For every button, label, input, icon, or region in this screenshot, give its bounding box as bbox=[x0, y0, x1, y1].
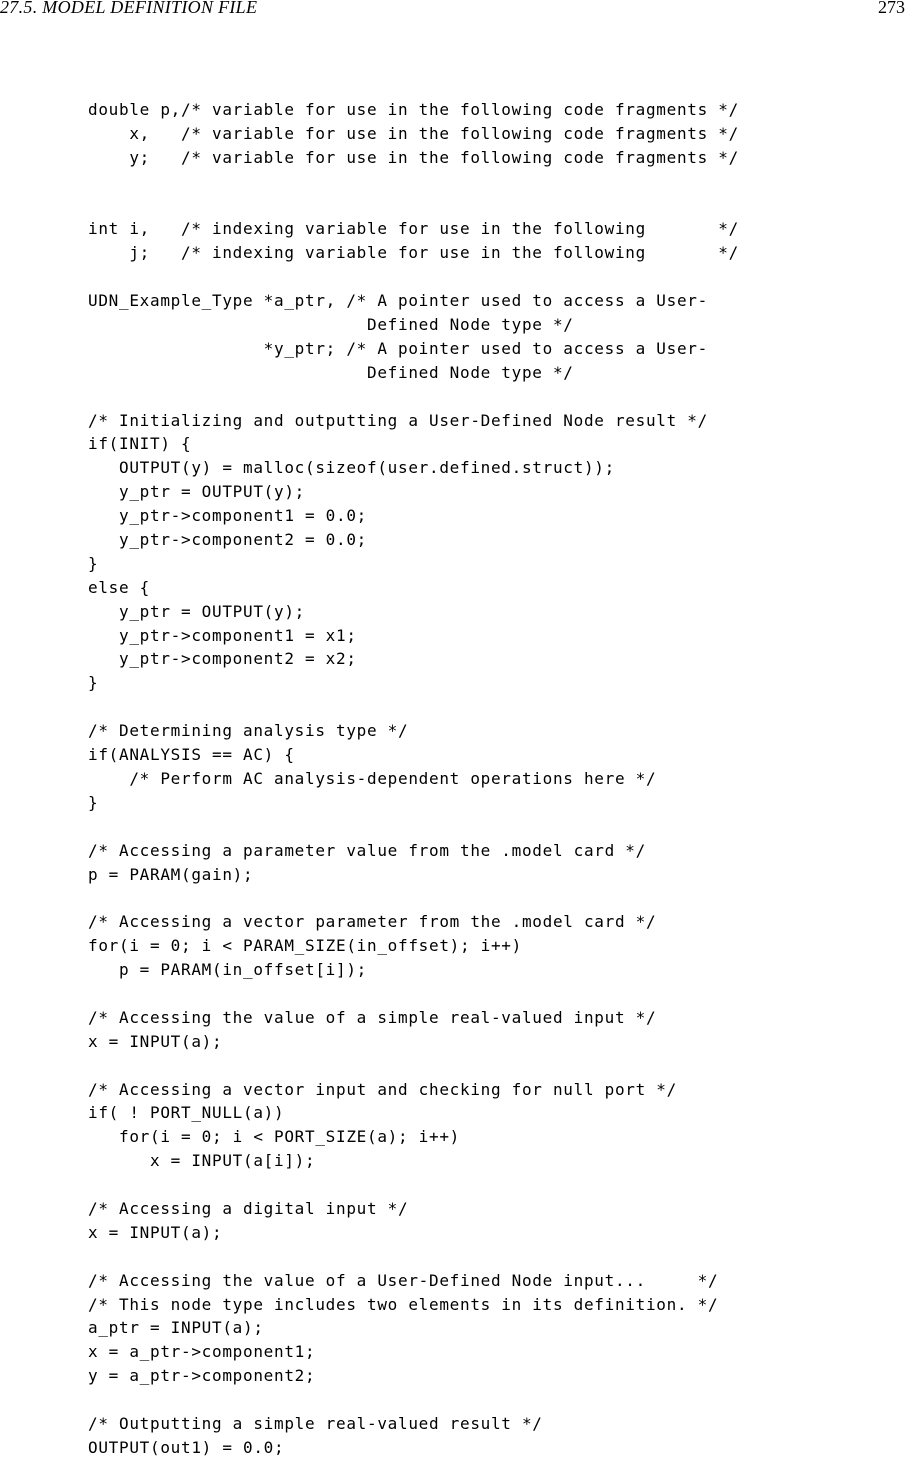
code-line: x = INPUT(a); bbox=[88, 1031, 223, 1051]
code-line: for(i = 0; i < PARAM_SIZE(in_offset); i++) bbox=[88, 936, 522, 956]
code-line bbox=[88, 265, 888, 289]
code-line: /* Accessing a parameter value from the .model card */ bbox=[88, 840, 646, 860]
code-line: x = a_ptr->component1; bbox=[88, 1342, 316, 1362]
code-line bbox=[88, 695, 888, 719]
code-line bbox=[88, 1245, 888, 1269]
code-line: *y_ptr; /* A pointer used to access a User- bbox=[88, 338, 708, 358]
code-line: x = INPUT(a); bbox=[88, 1222, 223, 1242]
code-line: /* Accessing the value of a User-Defined Node input... */ bbox=[88, 1270, 719, 1290]
code-line: int i, /* indexing variable for use in the following */ bbox=[88, 219, 739, 239]
code-line: y_ptr->component1 = 0.0; bbox=[88, 506, 367, 526]
code-line: p = PARAM(in_offset[i]); bbox=[88, 960, 367, 980]
code-line bbox=[88, 982, 888, 1006]
code-line: Defined Node type */ bbox=[88, 315, 574, 335]
code-line: else { bbox=[88, 577, 150, 597]
code-line: y_ptr = OUTPUT(y); bbox=[88, 601, 305, 621]
code-line: /* Initializing and outputting a User-Defined Node result */ bbox=[88, 410, 708, 430]
code-line: /* Perform AC analysis-dependent operations here */ bbox=[88, 768, 657, 788]
code-line: y_ptr = OUTPUT(y); bbox=[88, 482, 305, 502]
code-line: x = INPUT(a[i]); bbox=[88, 1151, 316, 1171]
code-line bbox=[88, 1054, 888, 1078]
code-line: Defined Node type */ bbox=[88, 362, 574, 382]
code-line: y_ptr->component2 = 0.0; bbox=[88, 530, 367, 550]
code-line: OUTPUT(out1) = 0.0; bbox=[88, 1437, 285, 1457]
code-line: double p,/* variable for use in the following code fragments */ bbox=[88, 100, 739, 119]
code-line bbox=[88, 1388, 888, 1412]
code-line: OUTPUT(y) = malloc(sizeof(user.defined.struct)); bbox=[88, 458, 615, 478]
code-line: if( ! PORT_NULL(a)) bbox=[88, 1103, 285, 1123]
code-line: /* Outputting a simple real-valued result */ bbox=[88, 1413, 543, 1433]
code-line: a_ptr = INPUT(a); bbox=[88, 1318, 264, 1338]
section-title: 27.5. MODEL DEFINITION FILE bbox=[0, 0, 258, 17]
code-line: } bbox=[88, 553, 99, 573]
page-number: 273 bbox=[878, 0, 905, 17]
code-line: /* Accessing a digital input */ bbox=[88, 1198, 409, 1218]
running-header bbox=[0, 0, 905, 20]
code-line bbox=[88, 1173, 888, 1197]
code-line: if(INIT) { bbox=[88, 434, 192, 454]
code-line: /* Determining analysis type */ bbox=[88, 721, 409, 741]
code-line: y_ptr->component2 = x2; bbox=[88, 649, 357, 669]
code-line: x, /* variable for use in the following code fragments */ bbox=[88, 123, 739, 143]
code-line bbox=[88, 385, 888, 409]
code-line: /* This node type includes two elements in its definition. */ bbox=[88, 1294, 719, 1314]
code-line: j; /* indexing variable for use in the following */ bbox=[88, 243, 739, 263]
code-line: y = a_ptr->component2; bbox=[88, 1366, 316, 1386]
code-line bbox=[88, 170, 888, 194]
code-listing bbox=[88, 98, 888, 1460]
code-line: } bbox=[88, 673, 99, 693]
code-line: y; /* variable for use in the following code fragments */ bbox=[88, 147, 739, 167]
code-line bbox=[88, 886, 888, 910]
code-line: if(ANALYSIS == AC) { bbox=[88, 745, 295, 765]
code-line bbox=[88, 815, 888, 839]
code-line: /* Accessing the value of a simple real-valued input */ bbox=[88, 1007, 657, 1027]
code-line: for(i = 0; i < PORT_SIZE(a); i++) bbox=[88, 1127, 460, 1147]
code-line: /* Accessing a vector input and checking for null port */ bbox=[88, 1079, 677, 1099]
code-line: UDN_Example_Type *a_ptr, /* A pointer used to access a User- bbox=[88, 291, 708, 311]
code-line bbox=[88, 194, 888, 218]
code-line: y_ptr->component1 = x1; bbox=[88, 625, 357, 645]
code-line: } bbox=[88, 792, 99, 812]
code-line: /* Accessing a vector parameter from the .model card */ bbox=[88, 912, 657, 932]
code-line: p = PARAM(gain); bbox=[88, 864, 254, 884]
